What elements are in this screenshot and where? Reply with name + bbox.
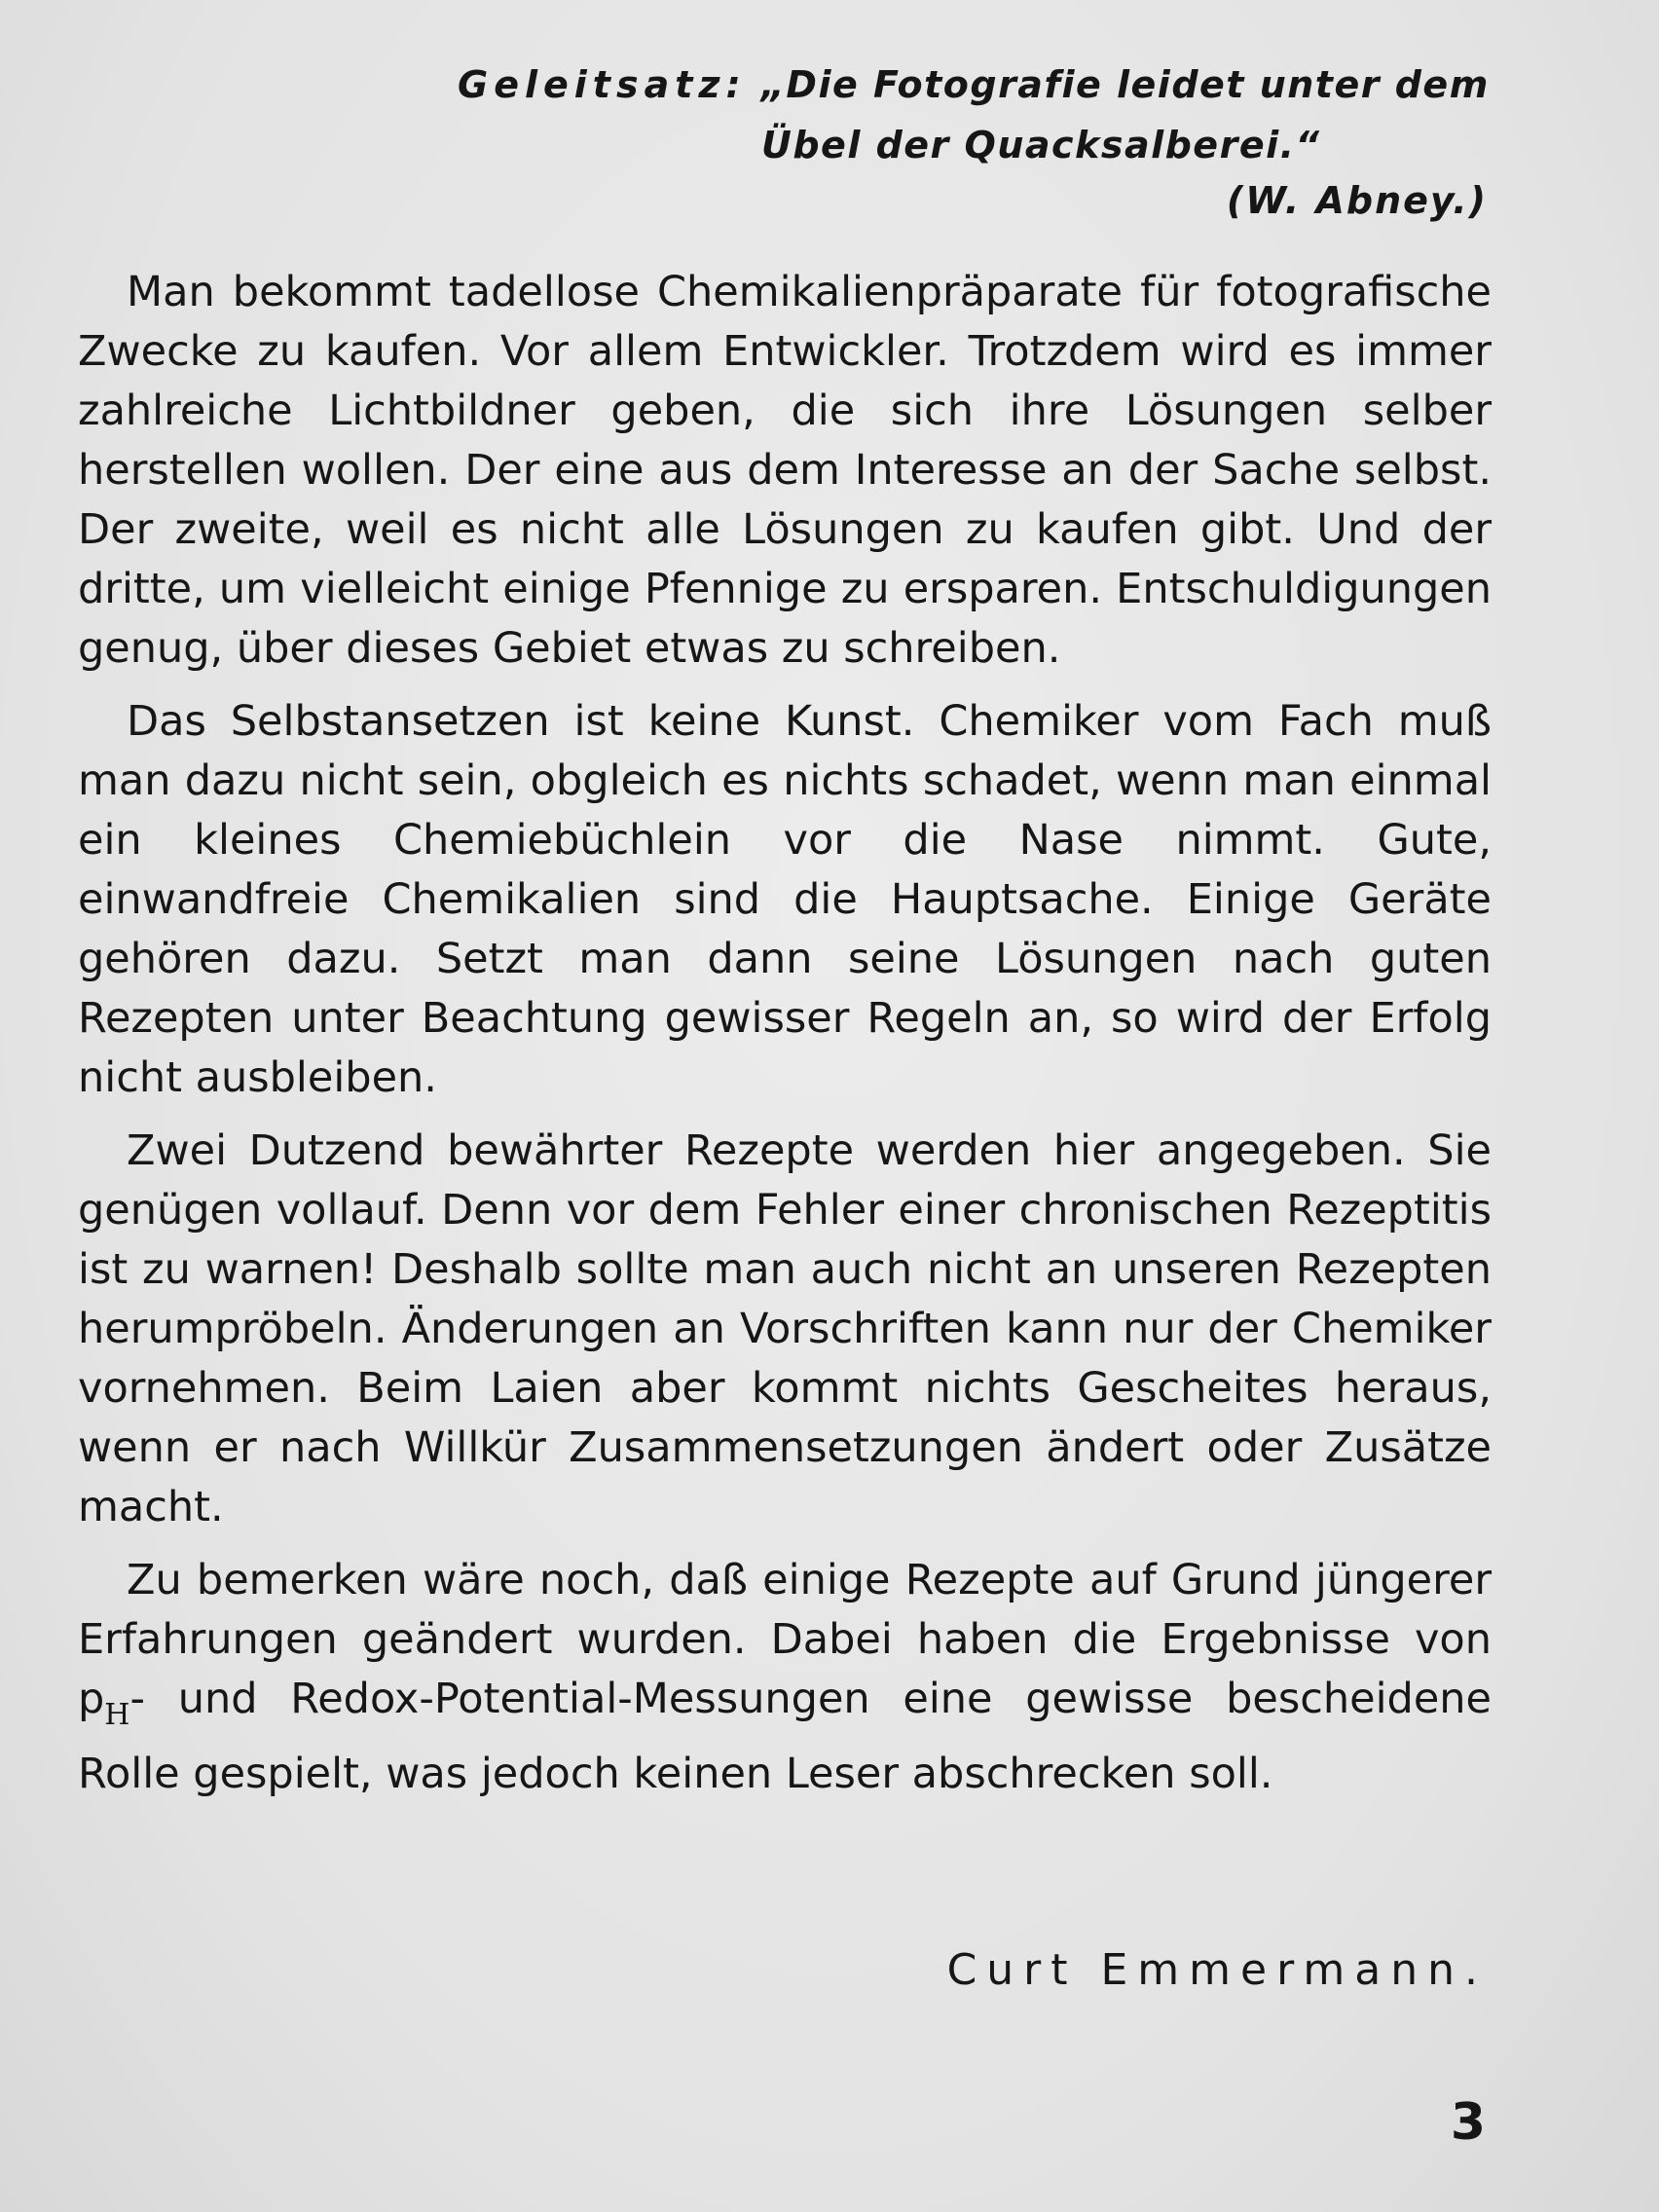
paragraph-4-text-before: Zu bemerken wäre noch, daß einige Rezepte auf Grund jüngerer Erfahrungen geändert wurden. Dabei haben die Ergebnisse von p	[78, 1556, 1492, 1723]
page-number: 3	[1450, 2093, 1486, 2152]
paragraph-2: Das Selbstansetzen ist keine Kunst. Chemiker vom Fach muß man dazu nicht sein, obgleich es nichts schadet, wenn man einmal ein kleines Chemiebüchlein vor die Nase nimmt. Gute, einwandfreie Chemikalien sind die Hauptsache. Einige Geräte gehören dazu. Setzt man dann seine Lösungen nach guten Rezepten unter Beachtung gewisser Regeln an, so wird der Erfolg nicht ausbleiben.	[78, 697, 1492, 1102]
motto-quote	[458, 55, 1490, 175]
paragraph-1: Man bekommt tadellose Chemikalienpräparate für fotografische Zwecke zu kaufen. Vor allem Entwickler. Trotzdem wird es immer zahlreiche Lichtbildner geben, die sich ihre Lösungen selber herstellen wollen. Der eine aus dem Interesse an der Sache selbst. Der zweite, weil es nicht alle Lösungen zu kaufen gibt. Und der dritte, um vielleicht einige Pfennige zu ersparen. Entschuldigungen genug, über dieses Gebiet etwas zu schreiben.	[78, 268, 1492, 673]
paragraph-4-text-after: - und Redox-Potential-Messungen eine gewisse bescheidene Rolle gespielt, was jedoch keinen Leser abschrecken soll.	[78, 1675, 1492, 1798]
ph-subscript: H	[104, 1698, 130, 1732]
motto-line-1	[458, 55, 1490, 115]
body-text	[78, 263, 1492, 1818]
motto-quote-line-1: „Die Fotografie leidet unter dem	[760, 63, 1490, 106]
author-signature: Curt Emmermann.	[946, 1945, 1488, 1995]
paragraph-4	[78, 1551, 1492, 1804]
motto-source: (W. Abney.)	[1226, 179, 1488, 222]
motto-label: Geleitsatz:	[458, 63, 747, 106]
motto-quote-line-2: Übel der Quacksalberei.“	[761, 124, 1321, 166]
paragraph-3: Zwei Dutzend bewährter Rezepte werden hier angegeben. Sie genügen vollauf. Denn vor dem Fehler einer chronischen Rezeptitis ist zu warnen! Deshalb sollte man auch nicht an unseren Rezepten herumpröbeln. Änderungen an Vorschriften kann nur der Chemiker vornehmen. Beim Laien aber kommt nichts Gescheites heraus, wenn er nach Willkür Zusammensetzungen ändert oder Zusätze macht.	[78, 1126, 1492, 1531]
